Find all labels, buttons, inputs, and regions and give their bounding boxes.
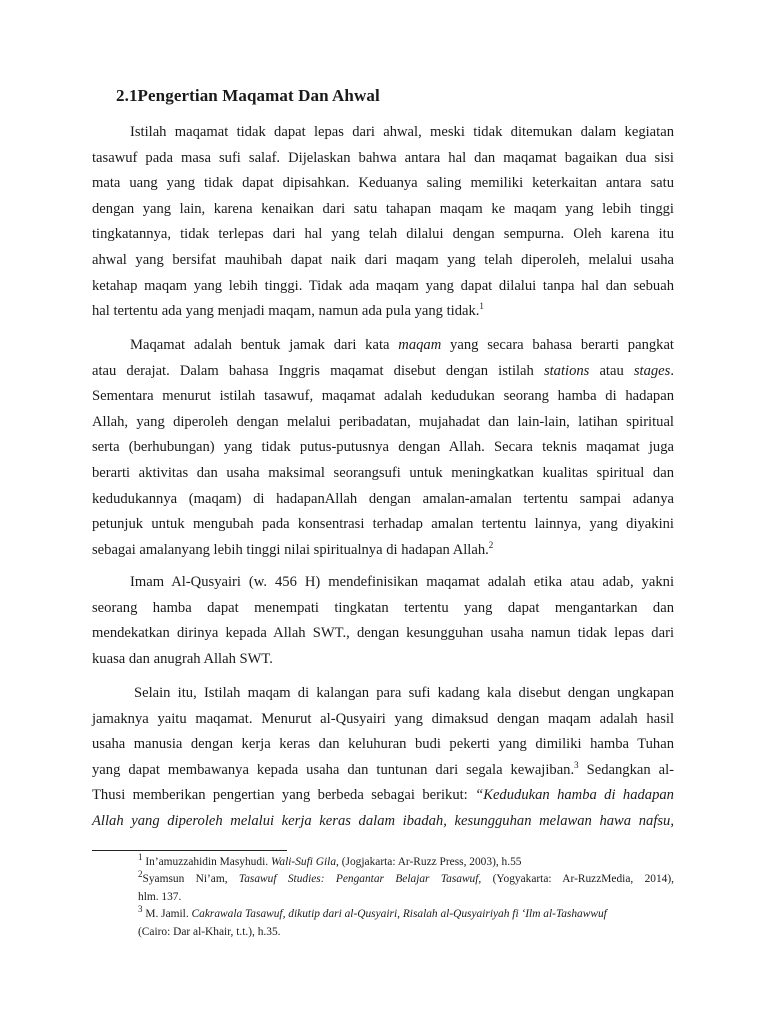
- italic-term: maqam: [398, 337, 442, 353]
- text-line: ahwal yang bersifat mauhibah dapat naik dari maqam yang telah diperoleh, melalui usaha: [92, 251, 674, 268]
- footnote-author: M. Jamil.: [142, 908, 192, 920]
- text-line: kuasa dan anugrah Allah SWT.: [92, 650, 273, 667]
- footnote-ref-3[interactable]: 3: [574, 759, 579, 770]
- text-line: tasawuf pada masa sufi salaf. Dijelaskan bahwa antara hal dan maqamat bagaikan dua sisi: [92, 149, 674, 166]
- text-run: Maqamat adalah bentuk jamak dari kata: [130, 337, 399, 353]
- section-heading: 2.1Pengertian Maqamat Dan Ahwal: [116, 86, 380, 105]
- paragraph-4: [92, 681, 674, 835]
- text-line: Selain itu, Istilah maqam di kalangan para sufi kadang kala disebut dengan ungkapan: [134, 685, 674, 701]
- text-line: kedudukannya (maqam) di hadapanAllah dengan amalan-amalan tertentu sampai adanya: [92, 490, 674, 507]
- paragraph-2: [92, 333, 674, 563]
- text-line: serta (berhubungan) yang tidak putus-putusnya dengan Allah. Secara teknis maqamat juga: [92, 439, 674, 456]
- footnote-line: (Cairo: Dar al-Khair, t.t.), h.35.: [138, 925, 281, 938]
- text-run: hal tertentu ada yang menjadi maqam, namun ada pula yang tidak.: [92, 303, 480, 320]
- footnote-author: In’amuzzahidin Masyhudi.: [142, 856, 271, 868]
- text-line: [92, 359, 674, 385]
- italic-quote: Allah yang diperoleh melalui kerja keras dalam ibadah, kesungguhan melawan hawa nafsu,: [92, 812, 674, 829]
- text-run: atau: [589, 362, 634, 379]
- text-line: mendekatkan dirinya kepada Allah SWT., dengan kesungguhan usaha namun tidak lepas dari: [92, 625, 674, 642]
- text-line: [92, 758, 674, 784]
- text-line: [92, 333, 674, 359]
- italic-term: stages: [633, 362, 671, 379]
- footnote-2: [138, 871, 674, 906]
- text-line: usaha manusia dengan kerja keras dan keluhuran budi pekerti yang dimiliki hamba Tuhan: [92, 736, 674, 753]
- footnote-text: , (Jogjakarta: Ar-Ruzz Press, 2003), h.55: [336, 856, 522, 868]
- footnote-line: [138, 854, 674, 872]
- text-line: mata uang yang tidak dapat dipisahkan. Keduanya saling memiliki keterkaitan antara satu: [92, 175, 674, 192]
- footnote-number: 2: [138, 869, 143, 880]
- text-line: Istilah maqamat tidak dapat lepas dari ahwal, meski tidak ditemukan dalam kegiatan: [130, 124, 674, 140]
- text-run: atau derajat. Dalam bahasa Inggris maqamat disebut dengan istilah: [92, 362, 544, 379]
- text-line: [92, 783, 674, 809]
- text-line: Imam Al-Qusyairi (w. 456 H) mendefinisikan maqamat adalah etika atau adab, yakni: [130, 574, 674, 590]
- text-line: [92, 809, 674, 835]
- footnote-title: Cakrawala Tasawuf, dikutip dari al-Qusyairi, Risalah al-Qusyairiyah fi ‘Ilm al-Tashawwuf: [191, 908, 607, 920]
- footnote-title: Wali-Sufi Gila: [270, 856, 337, 868]
- text-line: [92, 299, 674, 325]
- paragraph-3: [92, 570, 674, 672]
- footnote-3: [138, 906, 674, 941]
- text-run: Sedangkan al-: [578, 761, 674, 778]
- text-line: ketahap maqam yang lebih tinggi. Tidak ada maqam yang dapat dilalui tanpa hal dan sebuah: [92, 277, 674, 294]
- text-run: .: [670, 362, 674, 379]
- footnote-ref-2[interactable]: 2: [488, 539, 494, 550]
- text-line: [92, 538, 674, 564]
- text-line: berarti aktivitas dan usaha maksimal seorangsufi untuk meningkatkan kualitas spiritual dan: [92, 464, 674, 481]
- italic-term: stations: [543, 362, 590, 379]
- footnote-ref-1[interactable]: 1: [479, 301, 484, 312]
- text-run: yang dapat membawanya kepada usaha dan tuntunan dari segala kewajiban.: [92, 761, 575, 778]
- text-line: tingkatannya, tidak terlepas dari hal yang telah dilalui dengan sempurna. Oleh karena itu: [92, 226, 674, 243]
- footnote-number: 1: [138, 852, 143, 863]
- italic-quote: “Kedudukan hamba di hadapan: [475, 787, 674, 804]
- text-line: Sementara menurut istilah tasawuf, maqamat adalah kedudukan seorang hamba di hadapan: [92, 388, 674, 405]
- text-run: Thusi memberikan pengertian yang berbeda sebagai berikut:: [92, 787, 476, 804]
- footnote-number: 3: [138, 904, 143, 915]
- text-line: seorang hamba dapat menempati tingkatan tertentu yang dapat mengantarkan dan: [92, 599, 674, 616]
- footnote-1: [138, 854, 674, 872]
- footnote-line: hlm. 137.: [138, 890, 182, 903]
- footnote-line: [138, 906, 674, 924]
- footnote-line: [138, 871, 674, 889]
- text-run: sebagai amalanyang lebih tinggi nilai spiritualnya di hadapan Allah.: [92, 541, 489, 558]
- footnote-author: Syamsun Ni’am,: [142, 873, 239, 885]
- footnote-divider: [92, 850, 287, 851]
- text-line: petunjuk untuk mengubah pada konsentrasi terhadap amalan tertentu lainnya, yang diyakini: [92, 516, 674, 533]
- footnote-text: (Yogyakarta: Ar-RuzzMedia, 2014),: [481, 873, 674, 885]
- footnote-title: Tasawuf Studies: Pengantar Belajar Tasawuf,: [238, 873, 482, 885]
- paragraph-1: [92, 120, 674, 325]
- text-line: Allah, yang diperoleh dengan melalui peribadatan, mujahadat dan lain-lain, latihan spiritual: [92, 413, 674, 430]
- text-line: jamaknya yaitu maqamat. Menurut al-Qusyairi yang dimaksud dengan maqam adalah hasil: [92, 710, 674, 727]
- text-run: yang secara bahasa berarti pangkat: [441, 337, 674, 353]
- text-line: dengan yang lain, karena kenaikan dari satu tahapan maqam ke maqam yang lebih tinggi: [92, 200, 674, 217]
